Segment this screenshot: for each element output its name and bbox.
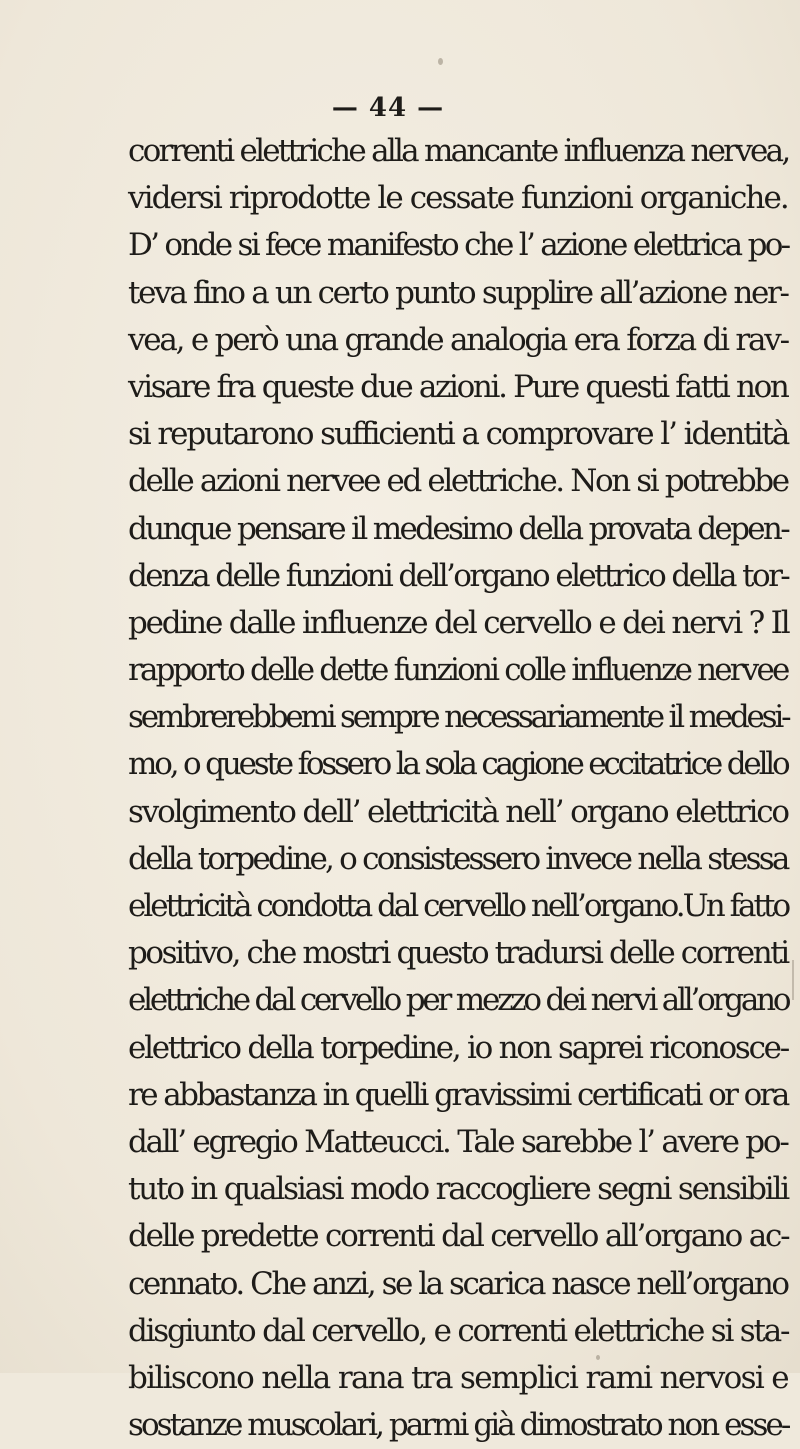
text-line: pedine dalle influenze del cervello e dei nervi ? Il	[128, 604, 789, 641]
text-line: correnti elettriche alla mancante influenza nervea,	[128, 133, 789, 169]
text-line: vidersi riprodotte le cessate funzioni organiche.	[128, 180, 788, 217]
text-line: si reputarono sufficienti a comprovare l’ identità	[128, 416, 789, 453]
text-line: teva fino a un certo punto supplire all’azione ner-	[128, 274, 788, 311]
text-line: positivo, che mostri questo tradursi delle correnti	[128, 935, 788, 972]
text-line: D’ onde si fece manifesto che l’ azione elettrica po-	[128, 227, 789, 264]
paper-speck	[596, 1355, 600, 1360]
text-line: elettrico della torpedine, io non saprei riconosce-	[128, 1029, 788, 1066]
text-line: delle azioni nervee ed elettriche. Non si potrebbe	[128, 463, 788, 500]
page-number: — 44 —	[331, 93, 445, 123]
text-line: vea, e però una grande analogia era forza di rav-	[128, 321, 788, 358]
text-line: sostanze muscolari, parmi già dimostrato non esse-	[128, 1407, 789, 1444]
text-line: della torpedine, o consistessero invece nella stessa	[128, 840, 788, 877]
text-line: rapporto delle dette funzioni colle influenze nervee	[128, 652, 788, 689]
text-line: denza delle funzioni dell’organo elettrico della tor-	[128, 557, 789, 594]
text-line: mo, o queste fossero la sola cagione eccitatrice dello	[128, 746, 788, 783]
text-line: dunque pensare il medesimo della provata depen-	[128, 510, 788, 547]
text-line: elettricità condotta dal cervello nell’organo.Un fatto	[128, 888, 789, 924]
text-line: visare fra queste due azioni. Pure questi fatti non	[128, 368, 788, 405]
text-line: svolgimento dell’ elettricità nell’ organo elettrico	[128, 793, 788, 830]
paper-speck	[438, 58, 443, 65]
text-line: delle predette correnti dal cervello all’organo ac-	[128, 1218, 789, 1255]
text-line: tuto in qualsiasi modo raccogliere segni sensibili	[128, 1171, 788, 1208]
text-line: sembrerebbemi sempre necessariamente il medesi-	[128, 699, 789, 736]
text-line: elettriche dal cervello per mezzo dei nervi all’organo	[128, 982, 789, 1019]
text-line: disgiunto dal cervello, e correnti elettriche si sta-	[128, 1312, 789, 1349]
text-line: biliscono nella rana tra semplici rami nervosi e	[128, 1359, 788, 1396]
page-body-text	[128, 128, 788, 1449]
text-line: re abbastanza in quelli gravissimi certificati or ora	[128, 1076, 788, 1113]
text-line: cennato. Che anzi, se la scarica nasce nell’organo	[128, 1265, 788, 1302]
text-line: dall’ egregio Matteucci. Tale sarebbe l’ avere po-	[128, 1123, 788, 1160]
page-edge-mark	[792, 960, 794, 1000]
